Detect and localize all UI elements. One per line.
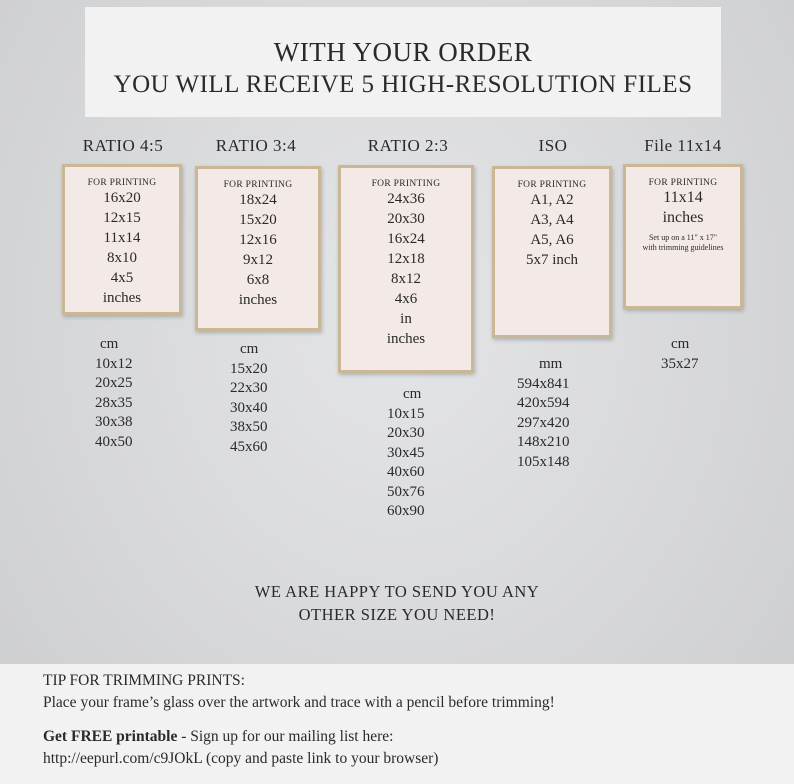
size-item: inches: [386, 331, 426, 347]
size-item: 6x8: [246, 272, 270, 288]
frame-ratio-2-3: [338, 165, 474, 373]
size-item: in: [400, 311, 412, 327]
metric-list-ratio-3-4: [230, 340, 268, 457]
free-printable-text: - Sign up for our mailing list here:: [177, 728, 394, 745]
metric-item: 20x25: [95, 375, 133, 391]
size-item: 4x6: [394, 291, 418, 307]
mailing-list-link: http://eepurl.com/c9JOkL (copy and paste link to your browser): [43, 750, 439, 767]
metric-item: 10x12: [95, 355, 133, 372]
unit-label: cm: [100, 336, 119, 352]
tips-footer: [0, 664, 794, 784]
metric-item: 15x20: [230, 360, 268, 377]
frame-file-11x14: [623, 164, 743, 309]
frame-mat: [626, 167, 740, 306]
metric-item: 20x30: [387, 425, 425, 441]
size-item: 12x15: [103, 210, 141, 226]
metric-item: 22x30: [230, 380, 268, 396]
free-printable-bold: Get FREE printable: [43, 728, 178, 745]
frame-mat: [198, 169, 318, 328]
for-printing-label: FOR PRINTING: [87, 178, 157, 188]
size-item: 16x20: [103, 190, 141, 206]
frame-mat: [495, 169, 609, 335]
metric-item: 105x148: [517, 453, 570, 470]
header-banner: [85, 7, 721, 117]
size-item: 12x16: [239, 232, 277, 248]
banner-title: WITH YOUR ORDER: [273, 37, 533, 67]
metric-item: 28x35: [95, 394, 133, 411]
tip-heading: TIP FOR TRIMMING PRINTS:: [43, 672, 245, 689]
custom-size-line: OTHER SIZE YOU NEED!: [298, 605, 496, 624]
size-item: 9x12: [243, 252, 273, 268]
custom-size-message: [0, 580, 794, 626]
tip-body: Place your frame’s glass over the artwork and trace with a pencil before trimming!: [43, 694, 555, 711]
metric-item: 30x40: [230, 399, 268, 416]
for-printing-label: FOR PRINTING: [517, 180, 587, 190]
metric-item: 297x420: [517, 414, 570, 431]
for-printing-label: FOR PRINTING: [223, 180, 293, 190]
metric-list-ratio-2-3: [387, 385, 425, 522]
frame-ratio-3-4: [195, 166, 321, 331]
metric-item: 30x38: [95, 414, 133, 430]
unit-label: mm: [539, 356, 563, 372]
for-printing-label: FOR PRINTING: [648, 178, 718, 188]
for-printing-label: FOR PRINTING: [371, 179, 441, 189]
size-item: 11x14: [663, 189, 703, 206]
metric-list-iso: [517, 355, 570, 472]
metric-item: 60x90: [387, 503, 425, 519]
column-title-iso: ISO: [538, 136, 568, 155]
free-printable-line: [43, 728, 393, 746]
column-title-file-11x14: File 11x14: [644, 136, 722, 155]
size-item: A1, A2: [530, 192, 574, 208]
unit-label: cm: [240, 341, 259, 357]
setup-note: with trimming guidelines: [642, 243, 724, 252]
metric-item: 420x594: [517, 395, 570, 411]
column-title-ratio-3-4: RATIO 3:4: [215, 136, 297, 155]
metric-item: 38x50: [230, 419, 268, 435]
metric-item: 30x45: [387, 444, 425, 461]
size-item: 16x24: [387, 231, 425, 247]
custom-size-line: WE ARE HAPPY TO SEND YOU ANY: [254, 582, 540, 601]
metric-item: 50x76: [387, 483, 425, 500]
metric-item: 35x27: [661, 355, 699, 372]
unit-label: cm: [403, 386, 422, 402]
size-item: 8x12: [391, 271, 421, 287]
metric-list-ratio-4-5: [95, 335, 133, 452]
setup-note: Set up on a 11" x 17": [648, 233, 717, 242]
metric-item: 45x60: [230, 438, 268, 455]
size-item: 4x5: [110, 270, 134, 286]
frame-ratio-4-5: [62, 164, 182, 315]
column-title-ratio-2-3: RATIO 2:3: [367, 136, 449, 155]
metric-item: 40x60: [387, 464, 425, 480]
metric-item: 10x15: [387, 405, 425, 422]
size-item: 20x30: [387, 211, 425, 227]
size-item: inches: [102, 290, 142, 306]
frame-mat: [341, 168, 471, 370]
column-title-ratio-4-5: RATIO 4:5: [82, 136, 164, 155]
size-item: 5x7 inch: [525, 252, 579, 268]
metric-item: 594x841: [517, 375, 570, 392]
size-item: A5, A6: [530, 232, 574, 248]
size-item: inches: [662, 209, 704, 226]
metric-item: 40x50: [95, 433, 133, 450]
size-item: 24x36: [387, 191, 425, 207]
size-item: 12x18: [387, 251, 425, 267]
size-item: 15x20: [239, 212, 277, 228]
frame-mat: [65, 167, 179, 312]
unit-label: cm: [671, 336, 690, 352]
size-item: A3, A4: [530, 212, 574, 228]
frame-iso: [492, 166, 612, 338]
size-item: inches: [238, 292, 278, 308]
size-item: 8x10: [107, 250, 137, 266]
size-item: 18x24: [239, 192, 277, 208]
size-item: 11x14: [103, 230, 141, 246]
metric-list-file-11x14: [661, 335, 699, 374]
banner-subtitle: YOU WILL RECEIVE 5 HIGH-RESOLUTION FILES: [113, 71, 693, 98]
metric-item: 148x210: [517, 434, 570, 450]
